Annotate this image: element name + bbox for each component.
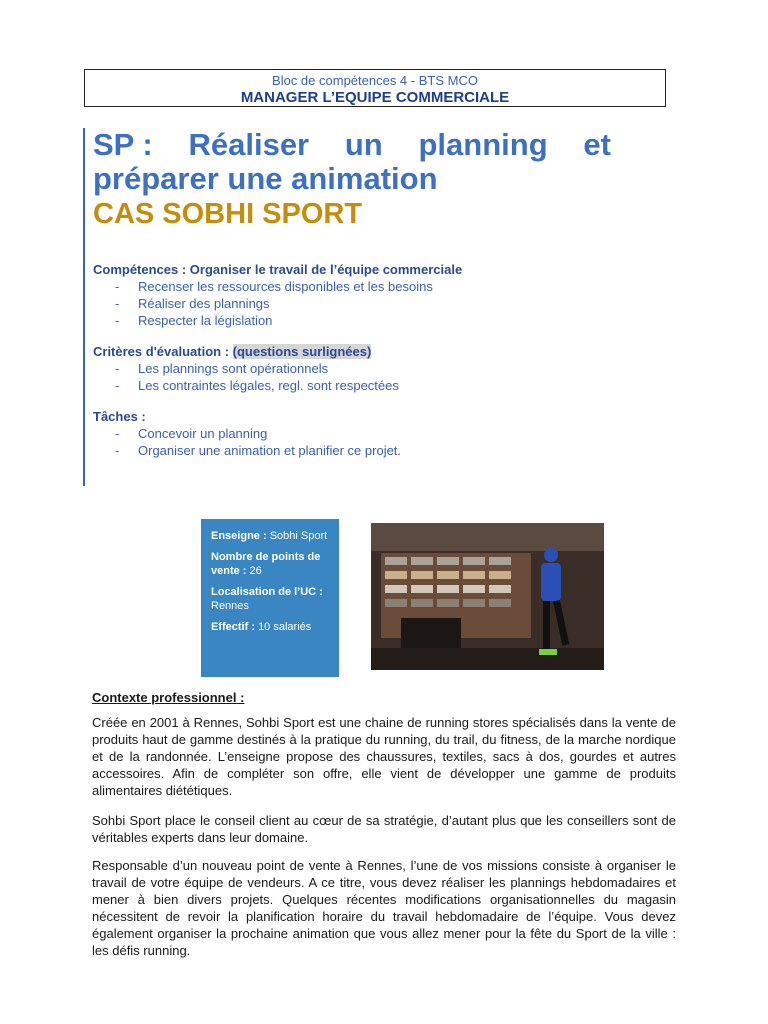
page-title (93, 128, 611, 196)
company-infobox (201, 519, 339, 677)
list-item: - Les contraintes légales, regl. sont respectées (93, 377, 399, 394)
header-subtitle: Bloc de compétences 4 - BTS MCO (272, 73, 478, 88)
list-item: - Recenser les ressources disponibles et les besoins (93, 278, 462, 295)
criteres-section (93, 343, 399, 394)
list-item: - Organiser une animation et planifier ce projet. (93, 442, 401, 459)
infobox-value: 10 salariés (258, 621, 312, 633)
title-word: un (344, 127, 383, 162)
title-word: SP : (93, 127, 153, 162)
infobox-label: Enseigne : (211, 530, 270, 542)
title-line2: préparer une animation (93, 161, 438, 196)
infobox-label: Effectif : (211, 621, 259, 633)
title-word: planning (418, 127, 548, 162)
context-paragraph-2: Sohbi Sport place le conseil client au cœur de sa stratégie, d’autant plus que les conseillers sont de véritables experts dans leur domaine. (92, 813, 676, 845)
context-heading (92, 689, 676, 706)
store-photo (371, 523, 604, 670)
infobox-value: 26 (249, 565, 262, 577)
header-box (84, 69, 666, 107)
list-item: - Réaliser des plannings (93, 295, 462, 312)
store-illustration (371, 523, 604, 670)
case-title: CAS SOBHI SPORT (93, 198, 363, 230)
header-title: MANAGER L’EQUIPE COMMERCIALE (240, 89, 510, 106)
taches-heading: Tâches : (93, 409, 146, 424)
title-word: Réaliser (188, 127, 310, 162)
infobox-label: Localisation de l’UC : (211, 586, 323, 598)
list-item: - Concevoir un planning (93, 425, 401, 442)
context-title: Contexte professionnel : (92, 690, 245, 705)
list-item: - Les plannings sont opérationnels (93, 360, 399, 377)
taches-section (93, 408, 401, 459)
infobox-value: Rennes (211, 600, 249, 612)
competences-heading: Compétences : Organiser le travail de l’équipe commerciale (93, 262, 463, 277)
infobox-value: Sobhi Sport (269, 530, 328, 542)
infobox-label: Nombre de points de vente : (211, 551, 321, 577)
context-paragraph-3: Responsable d’un nouveau point de vente à Rennes, l’une de vos missions consiste à organiser le travail de votre équipe de vendeurs. A ce titre, vous devez réaliser les plannings hebdomadaires et mener à bien divers projets. Quelques récentes modifications organisationnelles du magasin nécessitent de revoir la planification horaire du travail hebdomadaire de l’équipe. Vous devez également organiser la prochaine animation que vous allez mener pour la fête du Sport de la ville : les défis running. (92, 858, 676, 958)
title-word: et (583, 127, 611, 162)
criteres-highlight: (questions surlignées) (232, 344, 372, 359)
criteres-heading: Critères d'évaluation : (93, 344, 233, 359)
context-paragraph-1: Créée en 2001 à Rennes, Sohbi Sport est une chaine de running stores spécialisés dans la vente de produits haut de gamme destinés à la pratique du running, du trail, du fitness, de la marche nordique et de la randonnée. L’enseigne propose des chaussures, textiles, sacs à dos, gourdes et autres accessoires. Afin de compléter son offre, elle vient de développer une gamme de produits alimentaires diététiques. (92, 715, 676, 798)
left-rule (83, 128, 85, 486)
competences-section (93, 261, 462, 329)
list-item: - Respecter la législation (93, 312, 462, 329)
